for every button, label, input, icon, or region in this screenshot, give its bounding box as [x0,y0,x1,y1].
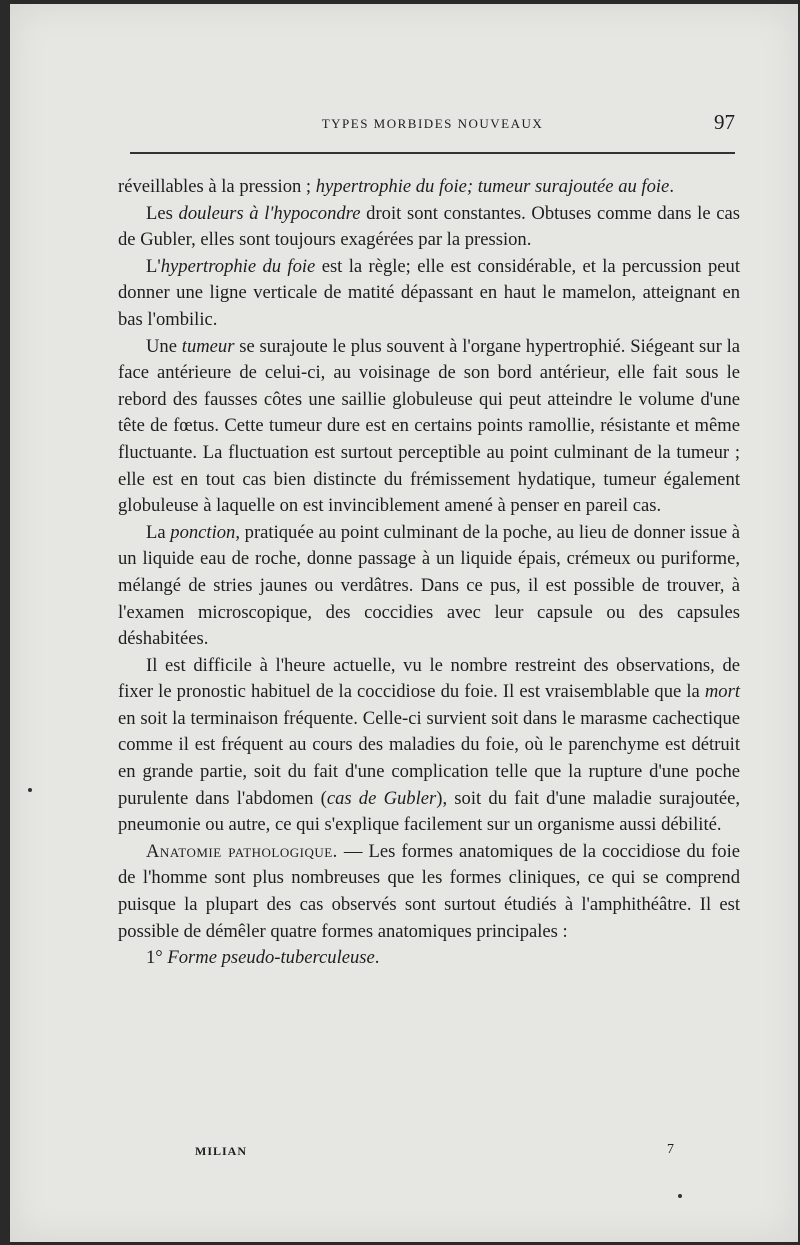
header-rule [130,152,735,154]
paragraph: Il est difficile à l'heure actuelle, vu le nombre restreint des observations, de fixer le pronostic habituel de la coccidiose du foie. Il est vraisemblable que la mort en soit la terminaison fréquente. Celle-ci survient soit dans le marasme cachectique comme il est fréquent au cours des maladies du foie, où le parenchyme est détruit en grande partie, soit du fait d'une complication telle que la rupture d'une poche purulente dans l'abdomen (cas de Gubler), soit du fait d'une maladie surajoutée, pneumonie ou autre, ce qui s'explique facilement sur un organisme aussi débilité. [118,654,741,836]
italic-text: cas de Gubler [326,787,437,809]
italic-text: tumeur [181,335,235,357]
paragraph: Anatomie pathologique. — Les formes anatomiques de la coccidiose du foie de l'homme sont plus nombreuses que les formes cliniques, ce qui se comprend puisque la plupart des cas observés sont surtout étudiés à l'amphithéâtre. Il est possible de démêler quatre formes anatomiques principales : [118,840,740,942]
paragraph: 1° Forme pseudo-tuberculeuse. [146,947,380,969]
italic-text: Forme pseudo-tuberculeuse [167,947,375,969]
paragraph: réveillables à la pression ; hypertrophie du foie; tumeur surajoutée au foie. [118,176,674,197]
page-header [130,110,735,144]
book-page [10,4,798,1242]
page-body [118,174,740,972]
italic-text: hypertrophie du foie; tumeur surajoutée au foie [315,176,670,197]
page-number: 97 [714,110,735,134]
section-heading: Anatomie pathologique. [146,840,338,862]
ink-speck [28,788,32,792]
paragraph: La ponction, pratiquée au point culminant de la poche, au lieu de donner issue à un liquide eau de roche, donne passage à un liquide épais, crémeux ou puriforme, mélangé de stries jaunes ou verdâtres. Dans ce pus, il est possible de trouver, à l'examen microscopique, des coccidies avec leur capsule ou des capsules déshabitées. [118,521,740,650]
signature-number: 7 [667,1142,675,1157]
paragraph: Les douleurs à l'hypocondre droit sont constantes. Obtuses comme dans le cas de Gubler, elles sont toujours exagérées par la pression. [118,202,741,251]
italic-text: douleurs à l'hypocondre [178,202,361,224]
page-footer [195,1144,675,1159]
paragraph: Une tumeur se surajoute le plus souvent à l'organe hypertrophié. Siégeant sur la face antérieure de celui-ci, au voisinage de son bord antérieur, elle fait sous le rebord des fausses côtes une saillie globuleuse qui peut atteindre le volume d'une tête de fœtus. Cette tumeur dure est en certains points ramollie, résistante et même fluctuante. La fluctuation est surtout perceptible au point culminant de la tumeur ; elle est en tout cas bien distincte du frémissement hydatique, tumeur également globuleuse à laquelle on est invinciblement amené à penser en pareil cas. [118,335,740,517]
italic-text: ponction [170,521,236,543]
paragraph: L'hypertrophie du foie est la règle; elle est considérable, et la percussion peut donner une ligne verticale de matité dépassant en haut le mamelon, atteignant en bas l'ombilic. [118,255,740,330]
italic-text: mort [704,681,740,703]
signature-mark: MILIAN [195,1144,248,1158]
italic-text: hypertrophie du foie [160,255,316,277]
ink-speck [678,1194,682,1198]
running-head: TYPES MORBIDES NOUVEAUX [321,116,544,131]
